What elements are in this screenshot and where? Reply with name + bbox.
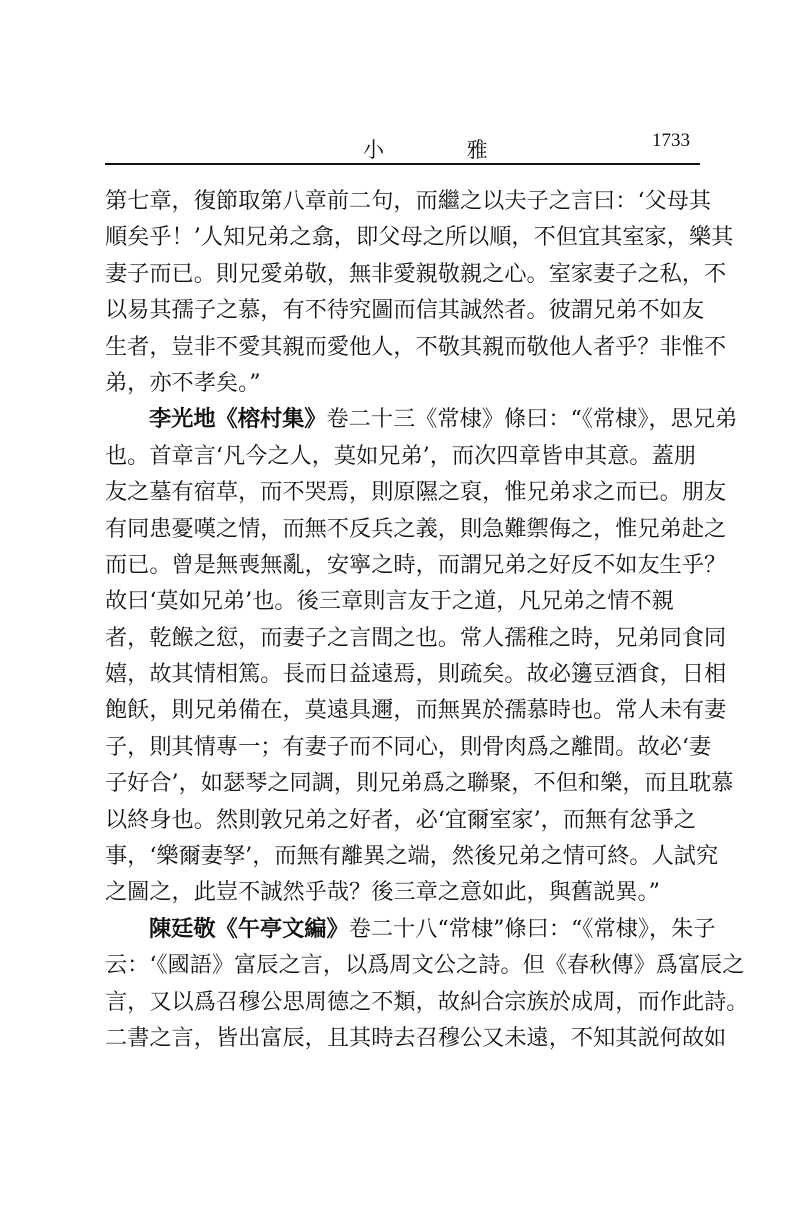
text-line: 言，又以爲召穆公思周德之不類，故糾合宗族於成周，而作此詩。 xyxy=(105,988,749,1015)
citation-source: 李光地《榕村集》 xyxy=(149,406,327,433)
text-line: 弟，亦不孝矣。” xyxy=(105,369,261,396)
text-line: 妻子而已。則兄愛弟敬，無非愛親敬親之心。室家妻子之私，不 xyxy=(105,260,727,287)
text-run: 卷二十三《常棣》條曰：“《常棣》，思兄弟 xyxy=(326,406,738,433)
header-rule xyxy=(105,163,700,165)
text-line: 生者，豈非不愛其親而愛他人，不敬其親而敬他人者乎？非惟不 xyxy=(105,333,727,360)
text-line: 二書之言，皆出富辰，且其時去召穆公又未遠，不知其説何故如 xyxy=(105,1024,727,1051)
text-line: 順矣乎！’人知兄弟之翕，即父母之所以順，不但宜其室家，樂其 xyxy=(105,224,734,251)
text-line: 事，‘樂爾妻孥’，而無有離異之端，然後兄弟之情可終。人試究 xyxy=(105,843,719,870)
text-line: 子，則其情專一；有妻子而不同心，則骨肉爲之離間。故必‘妻 xyxy=(105,733,712,760)
text-line: 有同患憂嘆之情，而無不反兵之義，則急難禦侮之，惟兄弟赴之 xyxy=(105,515,727,542)
text-line: 第七章，復節取第八章前二句，而繼之以夫子之言曰：‘父母其 xyxy=(105,188,712,214)
text-line: 以終身也。然則敦兄弟之好者，必‘宜爾室家’，而無有忿爭之 xyxy=(105,806,696,833)
paragraph-3 xyxy=(105,911,749,1057)
paragraph-2 xyxy=(105,401,738,910)
text-run: 卷二十八“常棣”條曰：“《常棣》，朱子 xyxy=(348,915,716,942)
text-line: 友之墓有宿草，而不哭焉，則原隰之裒，惟兄弟求之而已。朋友 xyxy=(105,479,727,506)
paragraph-1 xyxy=(105,183,734,401)
text-line: 以易其孺子之慕，有不待究圖而信其誠然者。彼謂兄弟不如友 xyxy=(105,297,705,324)
text-line: 云：‘《國語》富辰之言，以爲周文公之詩。但《春秋傳》爲富辰之 xyxy=(105,952,745,979)
text-line xyxy=(105,911,717,947)
text-line: 也。首章言‘凡今之人，莫如兄弟’，而次四章皆申其意。蓋朋 xyxy=(105,442,696,469)
text-line: 飽飫，則兄弟備在，莫遠具邇，而無異於孺慕時也。常人未有妻 xyxy=(105,697,727,724)
body-text xyxy=(105,183,749,1056)
text-line xyxy=(105,401,738,437)
text-line: 者，乾餱之愆，而妻子之言間之也。常人孺稚之時，兄弟同食同 xyxy=(105,624,727,651)
page-number: 1733 xyxy=(652,130,690,151)
text-line: 故曰‘莫如兄弟’也。後三章則言友于之道，凡兄弟之情不親 xyxy=(105,588,674,615)
page-header xyxy=(105,126,700,162)
citation-source: 陳廷敬《午亭文編》 xyxy=(149,915,349,942)
running-title: 小 雅 xyxy=(363,138,526,162)
text-line: 之圖之，此豈不誠然乎哉？後三章之意如此，與舊説異。” xyxy=(105,879,660,906)
text-line: 子好合’，如瑟琴之同調，則兄弟爲之聯聚，不但和樂，而且耽慕 xyxy=(105,770,734,797)
text-line: 而已。曾是無喪無亂，安寧之時，而謂兄弟之好反不如友生乎？ xyxy=(105,551,727,578)
text-line: 嬉，故其情相篤。長而日益遠焉，則疏矣。故必籩豆酒食，日相 xyxy=(105,661,727,688)
